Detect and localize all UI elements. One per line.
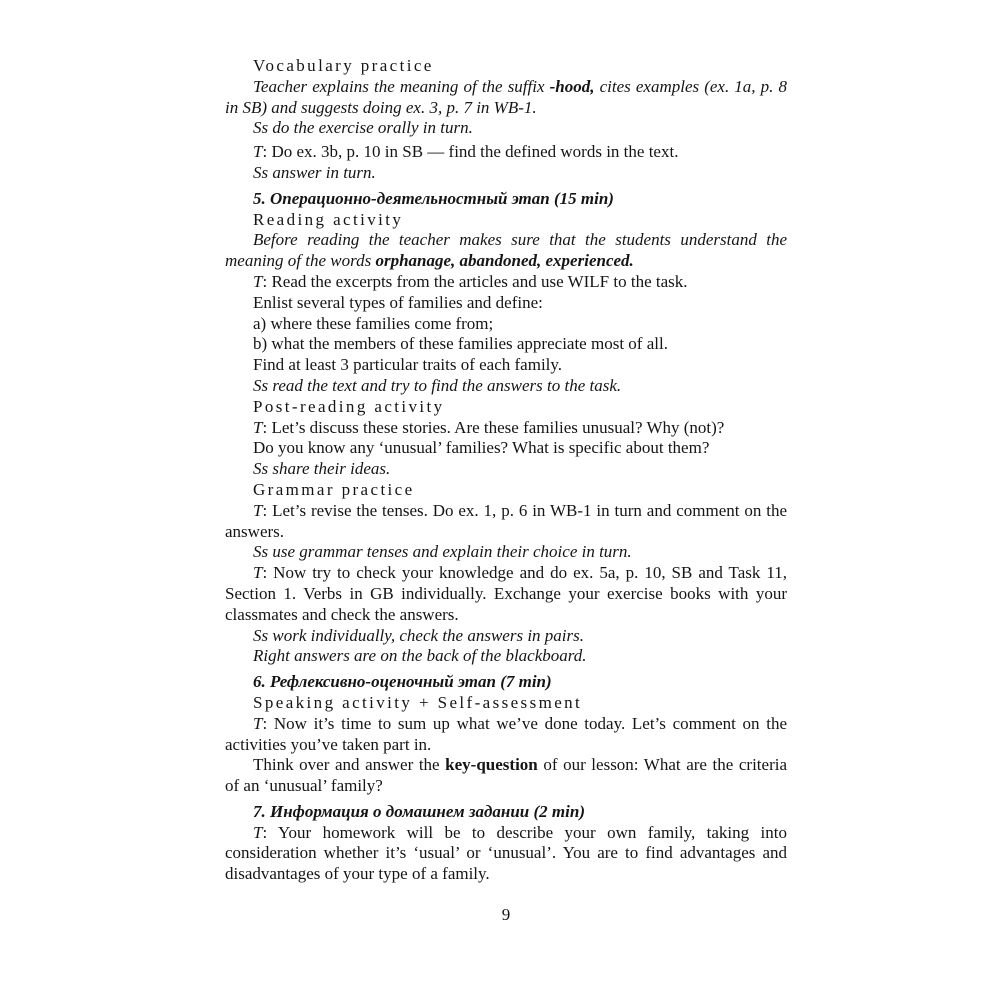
paragraph [225, 755, 787, 797]
section-heading [225, 672, 787, 693]
text-run: Ss work individually, check the answers in pairs. [253, 625, 584, 645]
paragraph [225, 272, 787, 293]
text-run: T [253, 417, 263, 437]
text-run: : Do ex. 3b, p. 10 in SB — find the defined words in the text. [262, 142, 679, 162]
text-run: Think over and answer the [253, 755, 446, 775]
section-heading [225, 802, 787, 823]
paragraph [225, 542, 787, 563]
page-number: 9 [501, 905, 511, 924]
text-run: : Let’s revise the tenses. Do ex. 1, p. 6 in WB-1 in turn and comment on the answers. [225, 500, 787, 541]
text-run: 5. Операционно-деятельностный этап (15 min) [253, 188, 614, 208]
text-run: Right answers are on the back of the blackboard. [253, 646, 587, 666]
paragraph [225, 77, 787, 119]
text-run: T [253, 142, 263, 162]
text-run: Ss use grammar tenses and explain their choice in turn. [253, 542, 632, 562]
text-run: Ss share their ideas. [253, 459, 391, 479]
text-run: Speaking activity + Self-assessment [253, 692, 583, 712]
paragraph [225, 142, 787, 163]
paragraph [225, 438, 787, 459]
text-run: Find at least 3 particular traits of each family. [253, 355, 563, 375]
text-run: : Let’s discuss these stories. Are these families unusual? Why (not)? [262, 417, 725, 437]
text-run: -hood, [549, 76, 595, 96]
text-run: Ss answer in turn. [253, 162, 376, 182]
text-run: : Read the excerpts from the articles and use WILF to the task. [262, 271, 688, 291]
page-body [225, 56, 787, 885]
text-run: : Now it’s time to sum up what we’ve done today. Let’s comment on the activities you’ve taken part in. [225, 713, 787, 754]
text-run: : Now try to check your knowledge and do ex. 5a, p. 10, SB and Task 11, Section 1. Verbs in GB individually. Exchange your exercise books with your classmates and check the answers. [225, 563, 787, 624]
text-run: 6. Рефлексивно-оценочный этап (7 min) [253, 672, 552, 692]
text-run: Grammar practice [253, 479, 415, 499]
text-run: Ss do the exercise orally in turn. [253, 118, 473, 138]
paragraph [225, 334, 787, 355]
activity-heading [225, 210, 787, 231]
text-run: cites examples (ex. 1a, p. 8 in SB) and suggests doing ex. 3, p. 7 in WB-1. [225, 76, 787, 117]
activity-heading [225, 480, 787, 501]
section-heading [225, 189, 787, 210]
paragraph [225, 563, 787, 625]
activity-heading [225, 397, 787, 418]
text-run: of our lesson: What are the criteria of an ‘unusual’ family? [225, 755, 787, 796]
paragraph [225, 714, 787, 756]
text-run: Reading activity [253, 209, 404, 229]
text-run: Ss read the text and try to find the answers to the task. [253, 375, 622, 395]
paragraph [225, 293, 787, 314]
paragraph [225, 823, 787, 885]
text-run: Enlist several types of families and define: [253, 292, 543, 312]
paragraph [225, 376, 787, 397]
text-run: b) what the members of these families appreciate most of all. [253, 334, 668, 354]
text-run: Do you know any ‘unusual’ families? What is specific about them? [253, 438, 710, 458]
text-run: 7. Информация о домашнем задании (2 min) [253, 801, 585, 821]
text-run: T [253, 713, 263, 733]
text-run: orphanage, abandoned, experienced. [375, 251, 634, 271]
paragraph [225, 626, 787, 647]
activity-heading [225, 56, 787, 77]
paragraph [225, 355, 787, 376]
text-run: Vocabulary practice [253, 56, 434, 75]
paragraph [225, 163, 787, 184]
paragraph [225, 646, 787, 667]
text-run: Teacher explains the meaning of the suffix [253, 76, 550, 96]
paragraph [225, 418, 787, 439]
text-run: : Your homework will be to describe your own family, taking into consideration whether it’s ‘usual’ or ‘unusual’. You are to find advantages and disadvantages of your type of a family. [225, 822, 787, 884]
text-run: T [253, 822, 263, 842]
paragraph [225, 501, 787, 543]
text-run: Before reading the teacher makes sure that the students understand the meaning of the words [225, 230, 787, 271]
paragraph [225, 118, 787, 139]
text-run: a) where these families come from; [253, 313, 494, 333]
paragraph [225, 230, 787, 272]
text-run: T [253, 500, 263, 520]
activity-heading [225, 693, 787, 714]
paragraph [225, 459, 787, 480]
text-run: Post-reading activity [253, 396, 445, 416]
text-run: key-question [445, 755, 538, 775]
text-run: T [253, 271, 263, 291]
paragraph [225, 314, 787, 335]
text-run: T [253, 563, 263, 583]
